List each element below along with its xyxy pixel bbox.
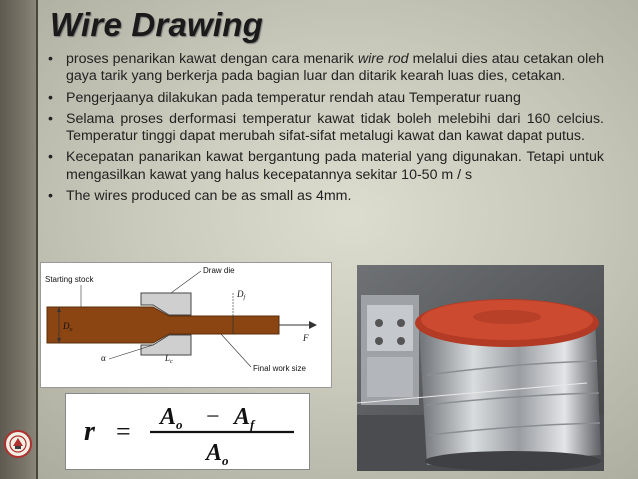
wire-drawing-diagram <box>40 262 332 388</box>
df-label: $D_f$ <box>237 289 246 301</box>
formula-minus: − <box>206 404 220 430</box>
lc-label: $L_c$ <box>165 353 173 365</box>
final-size-label: Final work size <box>253 364 306 373</box>
draw-die-label: Draw die <box>203 266 235 275</box>
formula-denominator: $A_o$ <box>206 440 229 468</box>
left-decor-bar <box>0 0 38 479</box>
bullet-item: • Pengerjaanya dilakukan pada temperatur rendah atau Temperatur ruang <box>44 90 604 107</box>
reduction-formula <box>65 393 310 470</box>
formula-numerator-a: $A_o$ <box>160 404 183 432</box>
slide-title: Wire Drawing <box>50 6 263 43</box>
bullet-list <box>44 51 604 209</box>
wire-drawing-machine-photo <box>357 265 604 471</box>
alpha-label: α <box>101 353 106 363</box>
bullet-item: • Kecepatan panarikan kawat bergantung pada material yang digunakan. Tetapi untuk mengasilkan kawat yang halus kecepatannya sekitar 10-50 m / s <box>44 149 604 184</box>
bullet-item: • Selama proses derformasi temperatur kawat tidak boleh melebihi dari 160 celcius. Temperatur tinggi dapat merubah sifat-sifat metalugi kawat dan kawat dapat putus. <box>44 111 604 146</box>
force-label: F <box>303 333 309 343</box>
formula-numerator-b: $A_f$ <box>234 404 255 432</box>
bullet-item: • proses penarikan kawat dengan cara menarik wire rod melalui dies atau cetakan oleh gaya tarik yang berkerja pada bagian luar dan ditarik kearah luas dies, cetakan. <box>44 51 604 86</box>
bullet-item: • The wires produced can be as small as 4mm. <box>44 188 604 205</box>
starting-stock-label: Starting stock <box>45 275 94 284</box>
d0-label: $D_o$ <box>63 321 73 333</box>
formula-lhs: r <box>84 416 95 447</box>
university-logo-icon <box>3 429 33 459</box>
formula-equals: = <box>116 417 131 446</box>
